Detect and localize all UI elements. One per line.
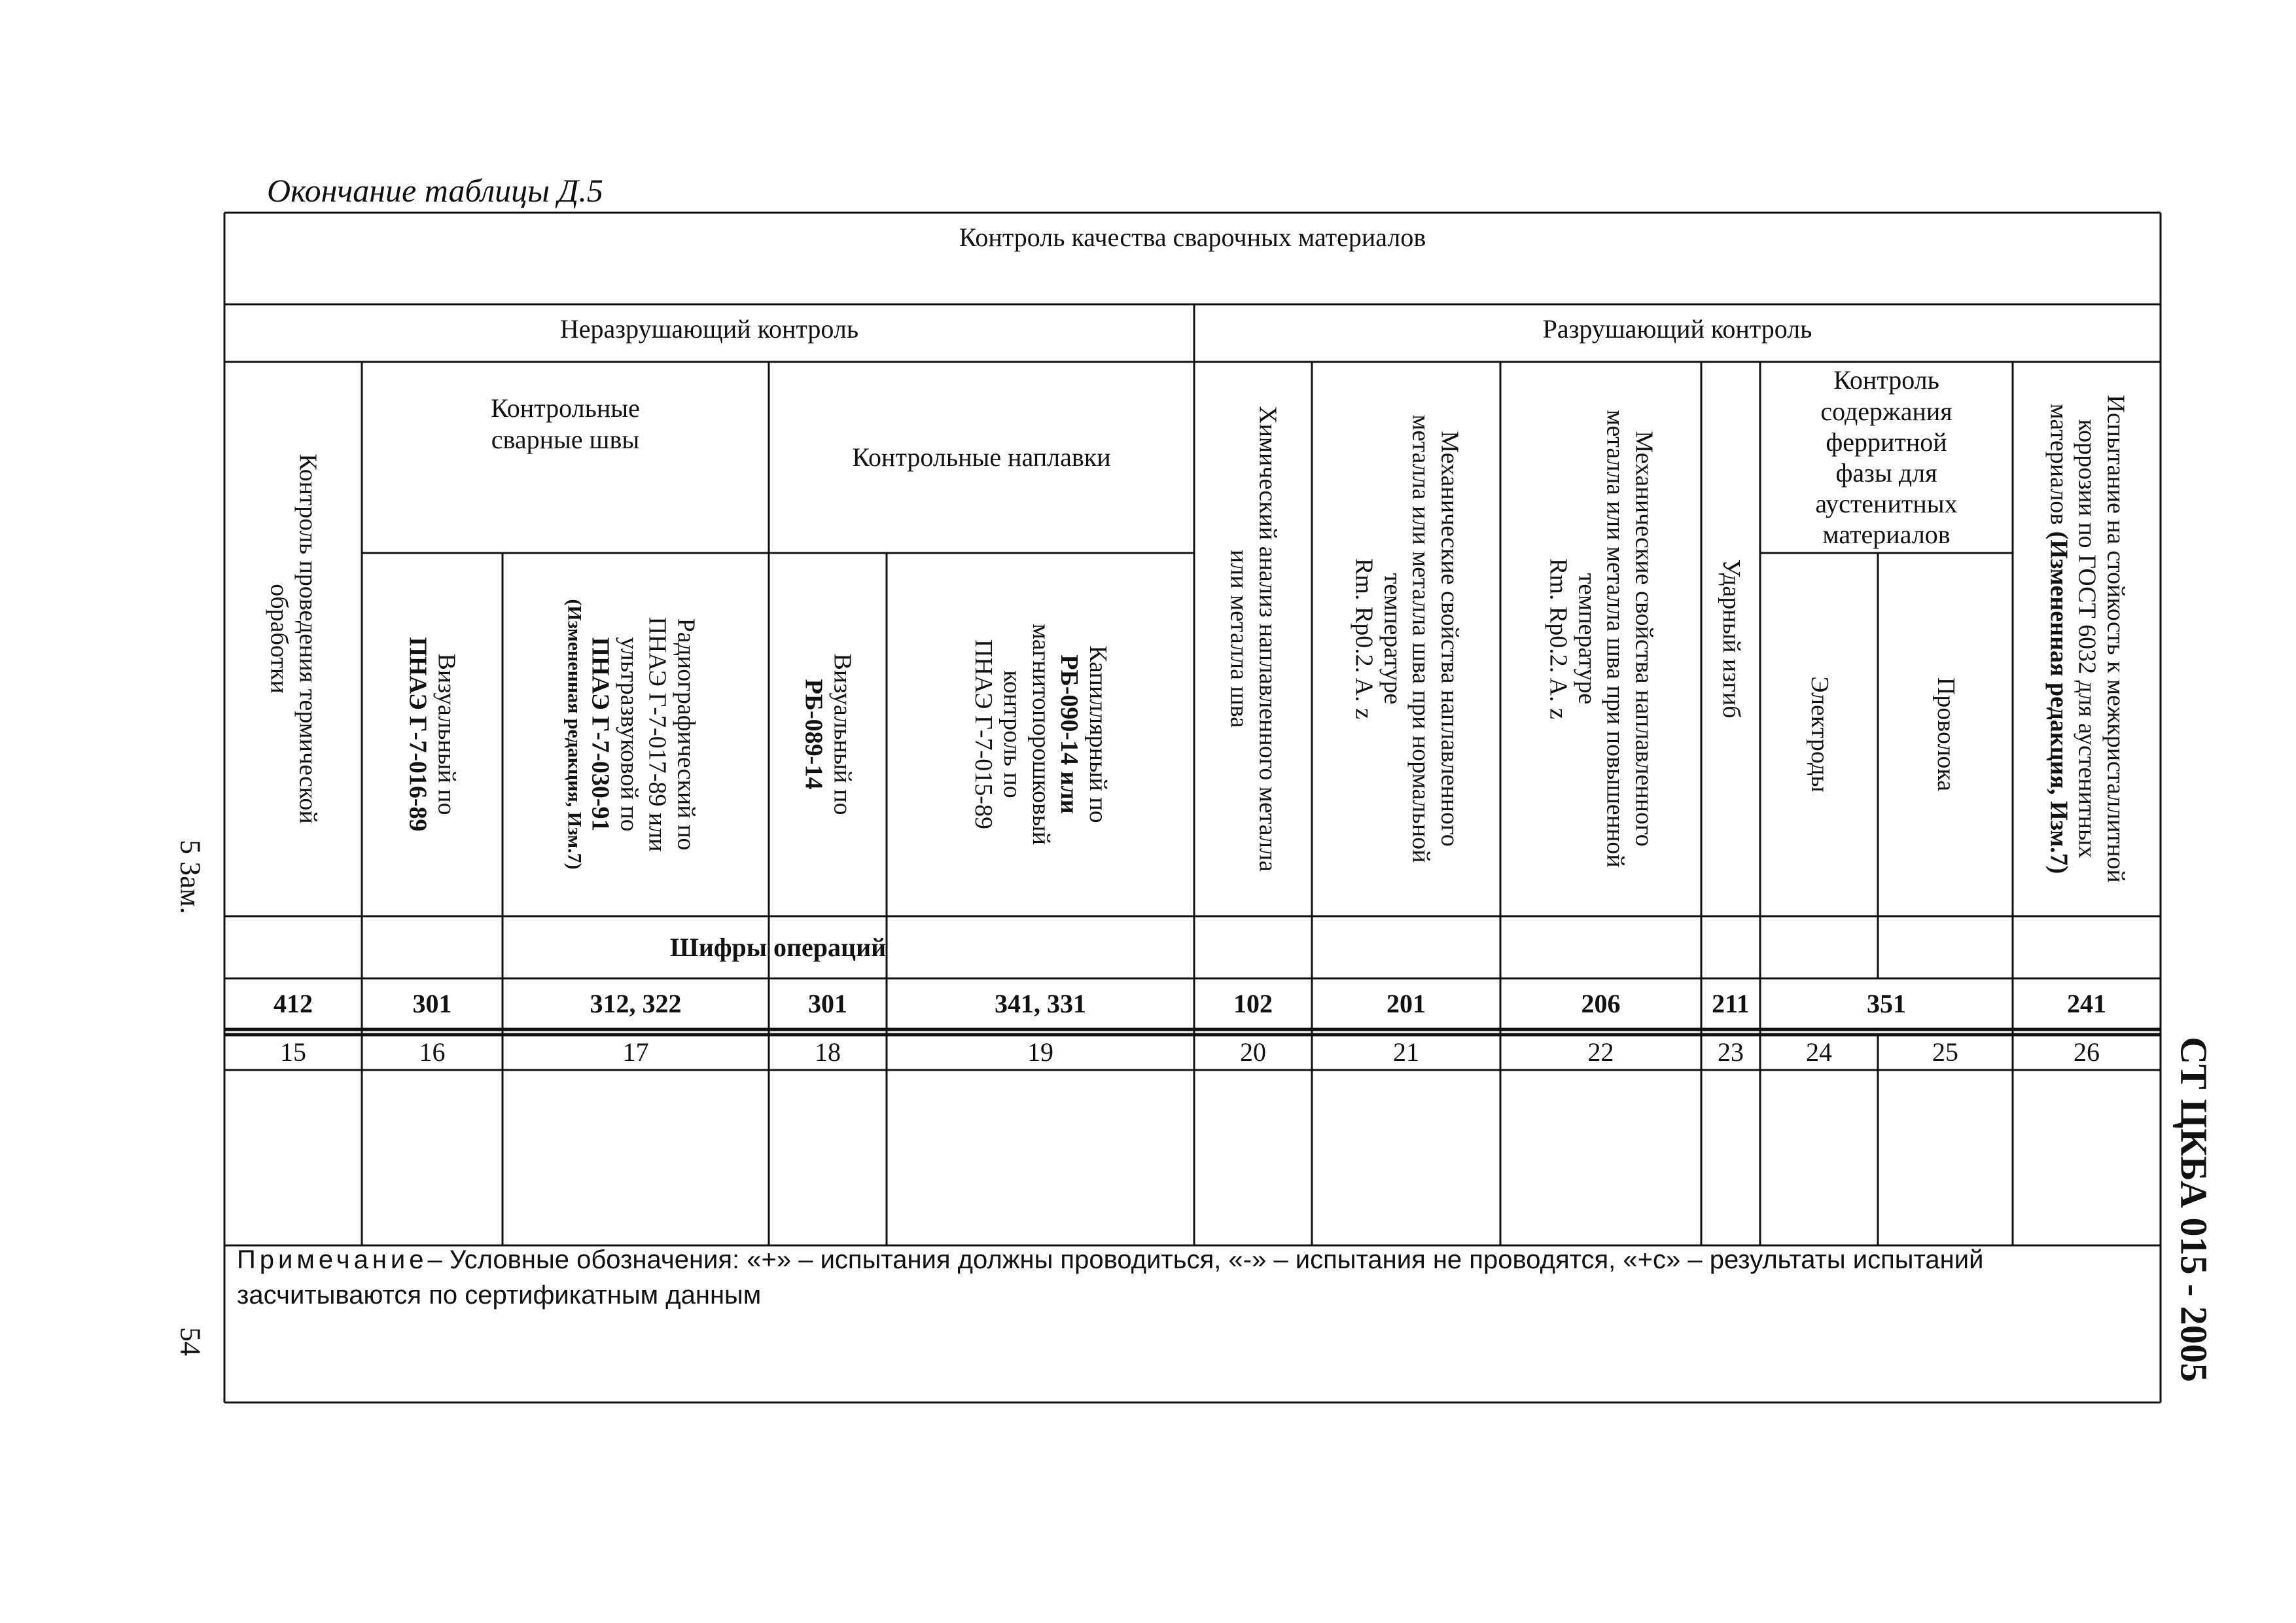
codes-label: Шифры операций	[669, 932, 887, 962]
subgroup-ferrite-line-6: материалов	[1822, 520, 1951, 550]
column-number: 17	[622, 1037, 649, 1067]
code-cell: 351	[1867, 989, 1906, 1018]
column-number: 22	[1587, 1037, 1614, 1067]
column-number: 24	[1806, 1037, 1832, 1067]
column-number: 21	[1393, 1037, 1419, 1067]
group-nondestructive: Неразрушающий контроль	[559, 314, 859, 344]
column-number: 20	[1240, 1037, 1266, 1067]
col-heat-treatment: Контроль проведения термической обработки	[266, 454, 322, 824]
code-cell: 201	[1386, 989, 1426, 1018]
table-note	[237, 1242, 2161, 1313]
table-caption: Окончание таблицы Д.5	[267, 172, 603, 209]
subgroup-ferrite-line-4: фазы для	[1835, 458, 1937, 488]
code-cell: 301	[412, 989, 452, 1018]
note-label: Примечание	[237, 1245, 428, 1274]
document-code: СТ ЦКБА 015 - 2005	[2172, 1037, 2216, 1382]
page-number: 54	[174, 1327, 207, 1356]
col-chemical: Химический анализ наплавленного металла или металла шва	[1226, 406, 1282, 872]
subgroup-ferrite-line-1: Контроль	[1833, 365, 1939, 395]
subgroup-welds-line-1: Контрольные	[491, 393, 640, 423]
col-radiographic: Радиографический по ПНАЭ Г-7-017-89 или ультразвуковой по ПНАЭ Г-7-030-91 (Измененная редакция, Изм.7)	[563, 599, 700, 870]
code-cell: 341, 331	[995, 989, 1086, 1018]
subgroup-overlays: Контрольные наплавки	[852, 442, 1111, 472]
subgroup-welds-line-2: сварные швы	[491, 425, 640, 454]
column-number: 16	[419, 1037, 446, 1067]
subgroup-ferrite-line-2: содержания	[1820, 396, 1952, 426]
col-corrosion: Испытание на стойкость к межкристаллитной коррозии по ГОСТ 6032 для аустенитных материалов (Измененная редакция, Изм.7)	[2045, 395, 2130, 883]
column-number: 15	[280, 1037, 306, 1067]
column-number: 23	[1718, 1037, 1744, 1067]
subgroup-welds	[362, 393, 769, 455]
col-electrodes: Электроды	[1805, 676, 1833, 793]
code-cell: 102	[1233, 989, 1273, 1018]
amendment-mark: 5 Зам.	[174, 840, 207, 914]
note-text: – Условные обозначения: «+» – испытания должны проводиться, «-» – испытания не проводятся, «+с» – результаты испытаний засчитываются по сертификатным данным	[237, 1245, 1984, 1310]
subgroup-ferrite-line-5: аустенитных	[1815, 489, 1958, 519]
code-cell: 211	[1712, 989, 1750, 1018]
code-cell: 312, 322	[590, 989, 682, 1018]
col-visual-welds: Визуальный по ПНАЭ Г-7-016-89	[404, 637, 461, 832]
col-capillary: Капиллярный по РБ-090-14 или магнитопорошковый контроль по ПНАЭ Г-7-015-89	[970, 624, 1112, 845]
column-number: 18	[815, 1037, 841, 1067]
code-cell: 206	[1581, 989, 1621, 1018]
col-visual-overlay: Визуальный по РБ-089-14	[800, 653, 857, 815]
column-number: 25	[1932, 1037, 1958, 1067]
code-cell: 301	[808, 989, 847, 1018]
col-wire: Проволока	[1932, 677, 1960, 792]
column-number: 19	[1027, 1037, 1053, 1067]
table-title: Контроль качества сварочных материалов	[959, 223, 1426, 252]
col-impact: Ударный изгиб	[1717, 559, 1745, 719]
group-destructive: Разрушающий контроль	[1542, 314, 1812, 344]
code-cell: 412	[274, 989, 313, 1018]
subgroup-ferrite	[1760, 362, 2013, 553]
code-cell: 241	[2067, 989, 2106, 1018]
subgroup-ferrite-line-3: ферритной	[1826, 427, 1947, 457]
column-number: 26	[2074, 1037, 2100, 1067]
col-mech-normal: Механические свойства наплавленного металла или металла шва при нормальной температуре Rm. Rp0.2. A. z	[1350, 414, 1464, 863]
col-mech-high: Механические свойства наплавленного металла или металла шва при повышенной температуре Rm. Rp0.2. A. z	[1544, 410, 1658, 868]
